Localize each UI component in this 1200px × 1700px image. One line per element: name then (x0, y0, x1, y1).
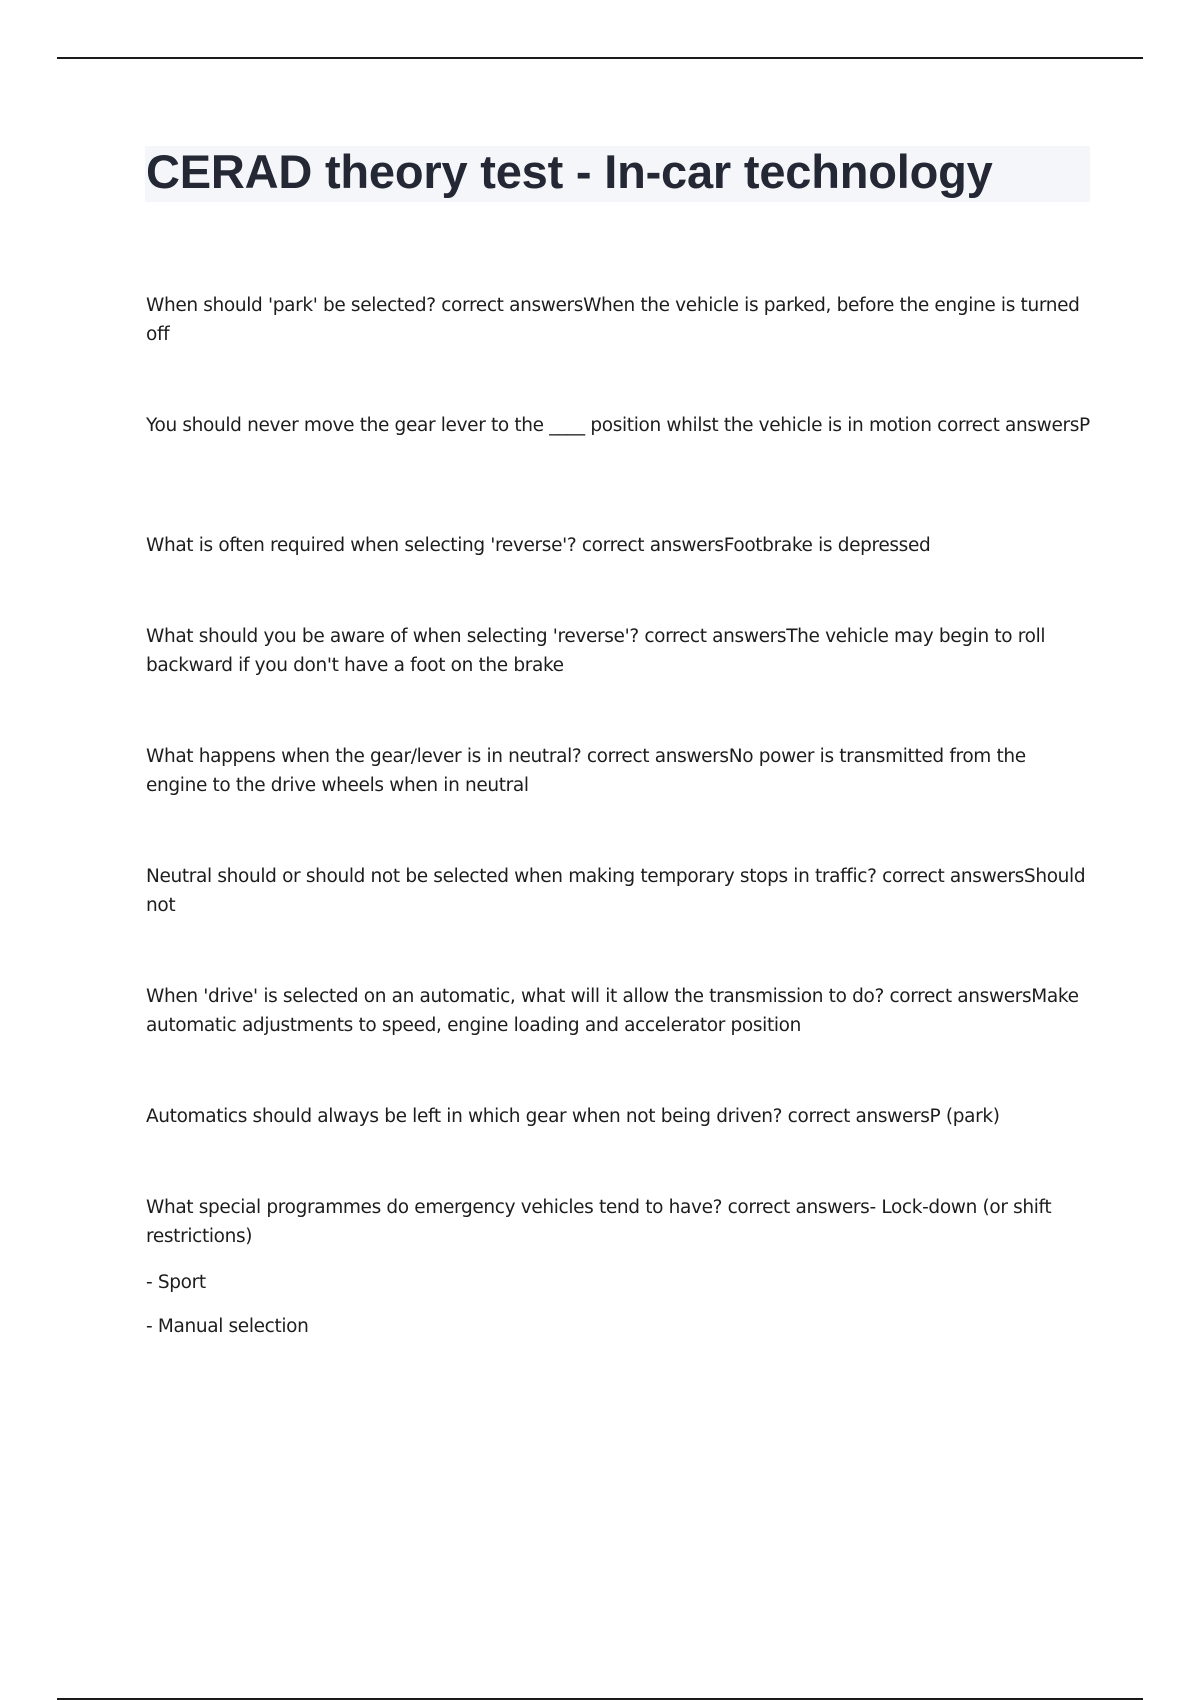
qa-item-6: Neutral should or should not be selected when making temporary stops in traffic? correct answersShould not (146, 866, 1086, 916)
qa-item-1: When should 'park' be selected? correct answersWhen the vehicle is parked, before the engine is turned off (146, 295, 1080, 345)
qa-item-9-sub-manual: - Manual selection (146, 1316, 309, 1337)
qa-item-9-sub-sport: - Sport (146, 1272, 206, 1293)
qa-item-8: Automatics should always be left in which gear when not being driven? correct answersP (park) (146, 1106, 1000, 1127)
qa-item-2: You should never move the gear lever to the ____ position whilst the vehicle is in motion correct answersP (146, 415, 1090, 436)
header-rule (57, 57, 1143, 59)
qa-item-9: What special programmes do emergency vehicles tend to have? correct answers- Lock-down (or shift restrictions) (146, 1197, 1052, 1247)
qa-item-4: What should you be aware of when selecting 'reverse'? correct answersThe vehicle may begin to roll backward if you don't have a foot on the brake (146, 626, 1046, 676)
qa-item-3: What is often required when selecting 'reverse'? correct answersFootbrake is depressed (146, 535, 931, 556)
page-title: CERAD theory test - In-car technology (146, 145, 993, 198)
qa-item-5: What happens when the gear/lever is in neutral? correct answersNo power is transmitted from the engine to the drive wheels when in neutral (146, 746, 1026, 796)
qa-item-7: When 'drive' is selected on an automatic, what will it allow the transmission to do? correct answersMake automatic adjustments to speed, engine loading and accelerator position (146, 986, 1079, 1036)
